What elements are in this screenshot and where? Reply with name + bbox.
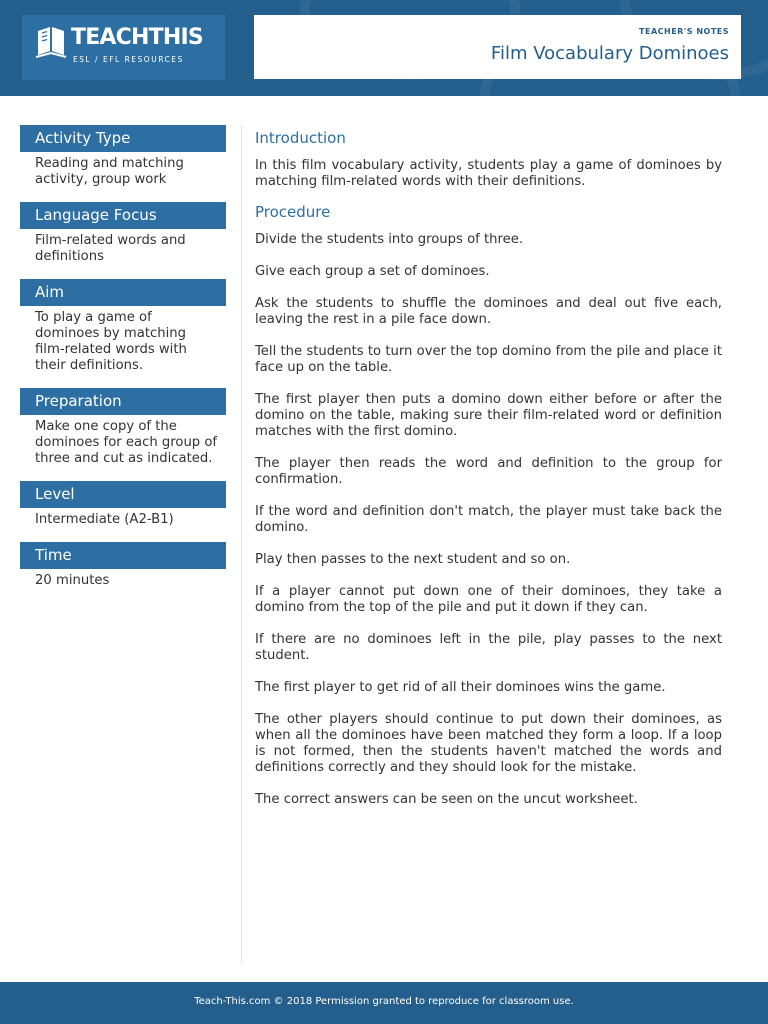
title-box (254, 15, 741, 79)
procedure-step: The player then reads the word and definition to the group for confirmation. (255, 456, 722, 487)
logo (22, 15, 225, 80)
procedure-step: Ask the students to shuffle the dominoes and deal out five each, leaving the rest in a pile face down. (255, 296, 722, 327)
procedure-step: The correct answers can be seen on the uncut worksheet. (255, 792, 638, 807)
sidebar-text: To play a game of dominoes by matching film-related words with their definitions. (35, 310, 187, 373)
sidebar-heading: Preparation (20, 388, 226, 415)
sidebar-section-activity-type (20, 125, 226, 188)
sidebar-text: Make one copy of the dominoes for each group of three and cut as indicated. (35, 419, 218, 466)
procedure-step: Tell the students to turn over the top domino from the pile and place it face up on the table. (255, 344, 722, 375)
sidebar-section-preparation (20, 388, 226, 467)
sidebar-heading: Aim (20, 279, 226, 306)
procedure-step: If the word and definition don't match, the player must take back the domino. (255, 504, 722, 535)
sidebar-heading: Level (20, 481, 226, 508)
procedure-step: The other players should continue to put down their dominoes, as when all the dominoes have been matched they form a loop. If a loop is not formed, then the students haven't matched the words and definitions correctly and they should look for the mistake. (255, 712, 722, 775)
column-divider (241, 125, 242, 963)
procedure-step: If there are no dominoes left in the pile, play passes to the next student. (255, 632, 722, 663)
page-header (0, 0, 768, 96)
sidebar-section-time (20, 542, 226, 589)
sidebar-text: Reading and matching activity, group work (35, 156, 184, 187)
copyright-notice: Teach-This.com © 2018 Permission granted to reproduce for classroom use. (194, 996, 574, 1007)
sidebar-heading: Language Focus (20, 202, 226, 229)
sidebar-section-language-focus (20, 202, 226, 265)
book-icon (36, 25, 68, 59)
main-content (255, 128, 722, 824)
introduction-heading: Introduction (255, 129, 346, 147)
introduction-text: In this film vocabulary activity, students play a game of dominoes by matching film-related words with their definitions. (255, 158, 722, 189)
sidebar-text: Intermediate (A2-B1) (35, 512, 174, 527)
procedure-step: The first player to get rid of all their dominoes wins the game. (255, 680, 666, 695)
sidebar-text: 20 minutes (35, 573, 110, 588)
sidebar-section-aim (20, 279, 226, 374)
sidebar-heading: Activity Type (20, 125, 226, 152)
procedure-step: If a player cannot put down one of their dominoes, they take a domino from the top of the pile and put it down if they can. (255, 584, 722, 615)
procedure-step: Give each group a set of dominoes. (255, 264, 490, 279)
sidebar-heading: Time (20, 542, 226, 569)
logo-tagline: ESL / EFL RESOURCES (73, 55, 184, 64)
sidebar (20, 125, 226, 603)
page-title: Film Vocabulary Dominoes (490, 43, 729, 64)
procedure-step: The first player then puts a domino down either before or after the domino on the table, making sure their film-related word or definition matches with the first domino. (255, 392, 722, 439)
page-footer (0, 982, 768, 1024)
document-type-label: TEACHER'S NOTES (639, 27, 729, 36)
sidebar-section-level (20, 481, 226, 528)
procedure-heading: Procedure (255, 203, 331, 221)
procedure-step: Play then passes to the next student and so on. (255, 552, 571, 567)
procedure-step: Divide the students into groups of three. (255, 232, 524, 247)
sidebar-text: Film-related words and definitions (35, 233, 186, 264)
logo-wordmark: TEACHTHIS (71, 25, 203, 50)
